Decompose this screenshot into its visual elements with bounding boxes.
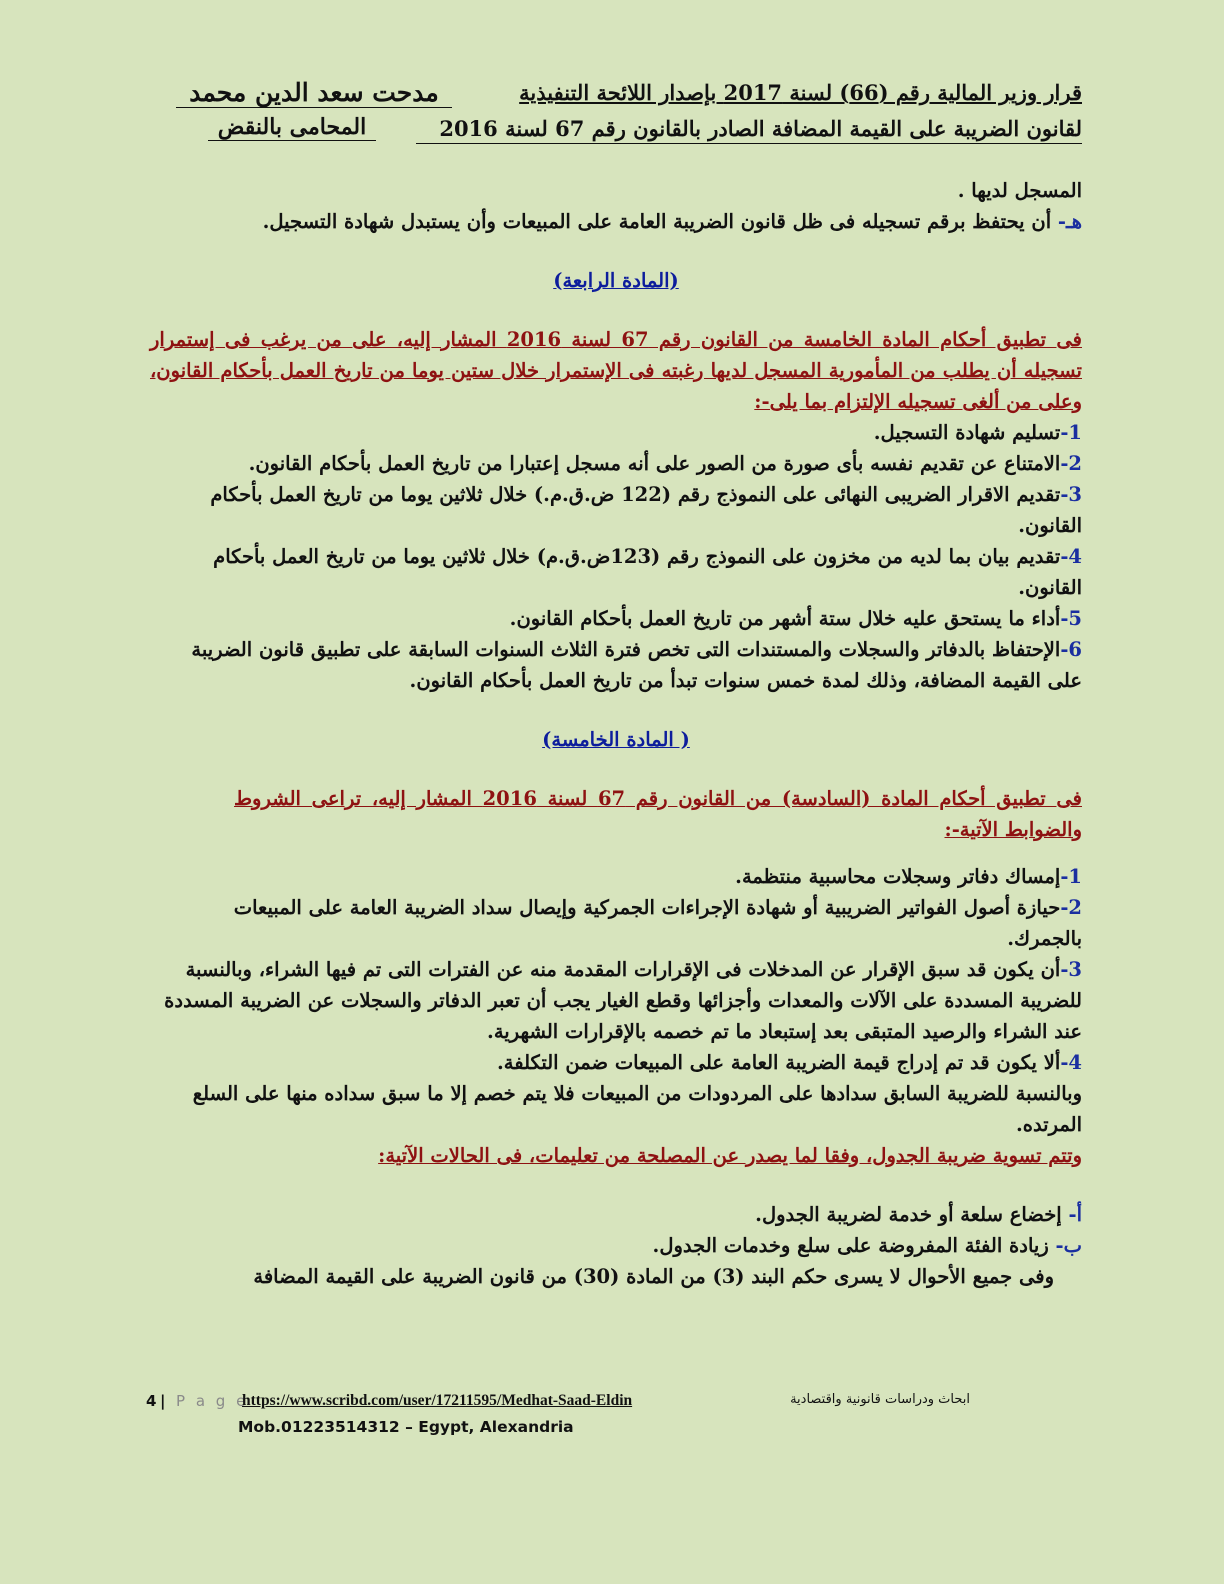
item-text: الإحتفاظ بالدفاتر والسجلات والمستندات التى تخص فترة الثلاث السنوات السابقة على تطبيق قانون الضريبة على القيمة المضافة، وذلك لمدة خمس سنوات تبدأ من تاريخ العمل بأحكام القانون. [191, 638, 1082, 692]
item-number: 1- [1060, 865, 1082, 888]
item-text: تقديم بيان بما لديه من مخزون على النموذج رقم (123ض.ق.م) خلال ثلاثين يوما من تاريخ العمل بأحكام القانون. [213, 545, 1082, 599]
list-item [150, 479, 1082, 541]
page-number: 4 [146, 1392, 157, 1410]
list-item [150, 1047, 1082, 1078]
page-footer [140, 1392, 980, 1448]
item-number: 1- [1060, 421, 1082, 444]
item-number: 3- [1060, 483, 1082, 506]
case-item [150, 1230, 1082, 1261]
continuation-item [150, 206, 1082, 237]
list-item [150, 603, 1082, 634]
case-text: إخضاع سلعة أو خدمة لضريبة الجدول. [755, 1203, 1062, 1226]
page-label: P a g e [176, 1392, 249, 1410]
item-number: 2- [1060, 896, 1082, 919]
item-text: أن يكون قد سبق الإقرار عن المدخلات فى الإقرارات المقدمة منه عن الفترات التى تم فيها الشراء، وبالنسبة للضريبة المسددة على الآلات والمعدات وأجزائها وقطع الغيار يجب أن تعبر الدفاتر والسجلات عن الضريبة المسددة عند الشراء والرصيد المتبقى بعد إستبعاد ما تم خصمه بالإقرارات الشهرية. [164, 958, 1082, 1043]
article5-list [150, 861, 1082, 1078]
case-item [150, 1199, 1082, 1230]
item-text: أن يحتفظ برقم تسجيله فى ظل قانون الضريبة العامة على المبيعات وأن يستبدل شهادة التسجيل. [262, 210, 1052, 233]
article4-intro: فى تطبيق أحكام المادة الخامسة من القانون رقم 67 لسنة 2016 المشار إليه، على من يرغب فى إستمرار تسجيله أن يطلب من المأمورية المسجل لديها رغبته فى الإستمرار خلال ستين يوما من تاريخ العمل بأحكام القانون، وعلى من ألغى تسجيله الإلتزام بما يلى-: [150, 328, 1082, 413]
item-number: 4- [1060, 1051, 1082, 1074]
list-item [150, 634, 1082, 696]
author-name: مدحت سعد الدين محمد [176, 78, 452, 108]
list-item [150, 954, 1082, 1047]
case-letter: ب- [1055, 1234, 1082, 1257]
item-text: حيازة أصول الفواتير الضريبية أو شهادة الإجراءات الجمركية وإيصال سداد الضريبة العامة على المبيعات بالجمرك. [233, 896, 1082, 950]
decree-title-line2: لقانون الضريبة على القيمة المضافة الصادر بالقانون رقم 67 لسنة 2016 [416, 116, 1082, 144]
author-role: المحامى بالنقض [208, 114, 376, 141]
scribd-link[interactable]: https://www.scribd.com/user/17211595/Medhat-Saad-Eldin [242, 1392, 633, 1409]
item-number: 4- [1060, 545, 1082, 568]
item-letter: هـ- [1057, 210, 1082, 233]
footer-arabic-label: ابحاث ودراسات قانونية واقتصادية [790, 1392, 970, 1407]
settlement-intro: وتتم تسوية ضريبة الجدول، وفقا لما يصدر عن المصلحة من تعليمات، فى الحالات الآتية: [378, 1144, 1082, 1167]
list-item [150, 448, 1082, 479]
item-number: 5- [1060, 607, 1082, 630]
item-text: تسليم شهادة التسجيل. [873, 421, 1061, 444]
article4-list [150, 417, 1082, 696]
list-item [150, 417, 1082, 448]
final-line: وفى جميع الأحوال لا يسرى حكم البند (3) من المادة (30) من قانون الضريبة على القيمة المضافة [253, 1265, 1054, 1288]
decree-title-line1: قرار وزير المالية رقم (66) لسنة 2017 بإصدار اللائحة التنفيذية [519, 80, 1082, 105]
article5-intro: فى تطبيق أحكام المادة (السادسة) من القانون رقم 67 لسنة 2016 المشار إليه، تراعى الشروط والضوابط الآتية-: [234, 787, 1082, 841]
contact-info: Mob.01223514312 – Egypt, Alexandria [238, 1418, 574, 1436]
list-item [150, 861, 1082, 892]
item-number: 6- [1060, 638, 1082, 661]
case-letter: أ- [1068, 1203, 1082, 1226]
returns-paragraph: وبالنسبة للضريبة السابق سدادها على المردودات من المبيعات فلا يتم خصم إلا ما سبق سداده منها على السلع المرتده. [192, 1082, 1082, 1136]
list-item [150, 541, 1082, 603]
item-text: إمساك دفاتر وسجلات محاسبية منتظمة. [735, 865, 1061, 888]
item-text: الامتناع عن تقديم نفسه بأى صورة من الصور على أنه مسجل إعتبارا من تاريخ العمل بأحكام القانون. [248, 452, 1061, 475]
footer-separator: | [160, 1392, 166, 1410]
continuation-line: المسجل لديها . [957, 179, 1082, 202]
document-body [150, 175, 1082, 1292]
item-text: ألا يكون قد تم إدراج قيمة الضريبة العامة على المبيعات ضمن التكلفة. [496, 1051, 1061, 1074]
article5-heading: ( المادة الخامسة) [542, 728, 690, 751]
item-number: 3- [1060, 958, 1082, 981]
settlement-cases [150, 1199, 1082, 1261]
item-text: أداء ما يستحق عليه خلال ستة أشهر من تاريخ العمل بأحكام القانون. [509, 607, 1061, 630]
case-text: زيادة الفئة المفروضة على سلع وخدمات الجدول. [652, 1234, 1049, 1257]
list-item [150, 892, 1082, 954]
article4-heading: (المادة الرابعة) [553, 269, 679, 292]
item-text: تقديم الاقرار الضريبى النهائى على النموذج رقم (122 ض.ق.م.) خلال ثلاثين يوما من تاريخ العمل بأحكام القانون. [210, 483, 1082, 537]
item-number: 2- [1060, 452, 1082, 475]
